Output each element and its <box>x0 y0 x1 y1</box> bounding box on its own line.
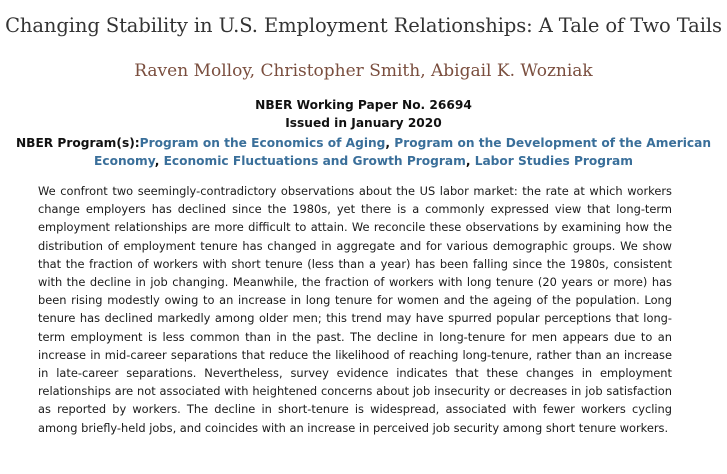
paper-title: Changing Stability in U.S. Employment Relationships: A Tale of Two Tails <box>5 14 722 37</box>
abstract-text: We confront two seemingly-contradictory observations about the US labor market: the rate at which workers change employers has declined since the 1980s, yet there is a commonly expressed view that long-term employment relationships are more difficult to attain. We reconcile these observations by examining how the distribution of employment tenure has changed in aggregate and for various demographic groups. We show that the fraction of workers with short tenure (less than a year) has been falling since the 1980s, consistent with the decline in job changing. Meanwhile, the fraction of workers with long tenure (20 years or more) has been rising modestly owing to an increase in long tenure for women and the ageing of the population. Long tenure has declined markedly among older men; this trend may have spurred popular perceptions that long-term employment is less common than in the past. The decline in long-tenure for men appears due to an increase in mid-career separations that reduce the likelihood of reaching long-tenure, rather than an increase in late-career separations. Nevertheless, survey evidence indicates that these changes in employment relationships are not associated with heightened concerns about job insecurity or decreases in job satisfaction as reported by workers. The decline in short-tenure is widespread, associated with fewer workers cycling among briefly-held jobs, and coincides with an increase in perceived job security among short tenure workers. <box>38 184 672 435</box>
program-link-aging[interactable]: Program on the Economics of Aging <box>139 136 386 150</box>
program-link-labor-studies[interactable]: Labor Studies Program <box>474 154 633 168</box>
program-link-development-american-economy[interactable]: Program on the Development of the American Economy <box>94 136 712 168</box>
programs-label: NBER Program(s): <box>15 136 140 150</box>
issue-date: Issued in January 2020 <box>285 116 442 130</box>
program-separator: , <box>385 136 395 150</box>
programs-line <box>14 134 713 170</box>
program-separator: , <box>154 154 164 168</box>
program-link-economic-fluctuations-growth[interactable]: Economic Fluctuations and Growth Program <box>163 154 466 168</box>
program-separator: , <box>465 154 475 168</box>
paper-authors: Raven Molloy, Christopher Smith, Abigail K. Wozniak <box>134 61 593 81</box>
working-paper-number: NBER Working Paper No. 26694 <box>255 98 472 112</box>
